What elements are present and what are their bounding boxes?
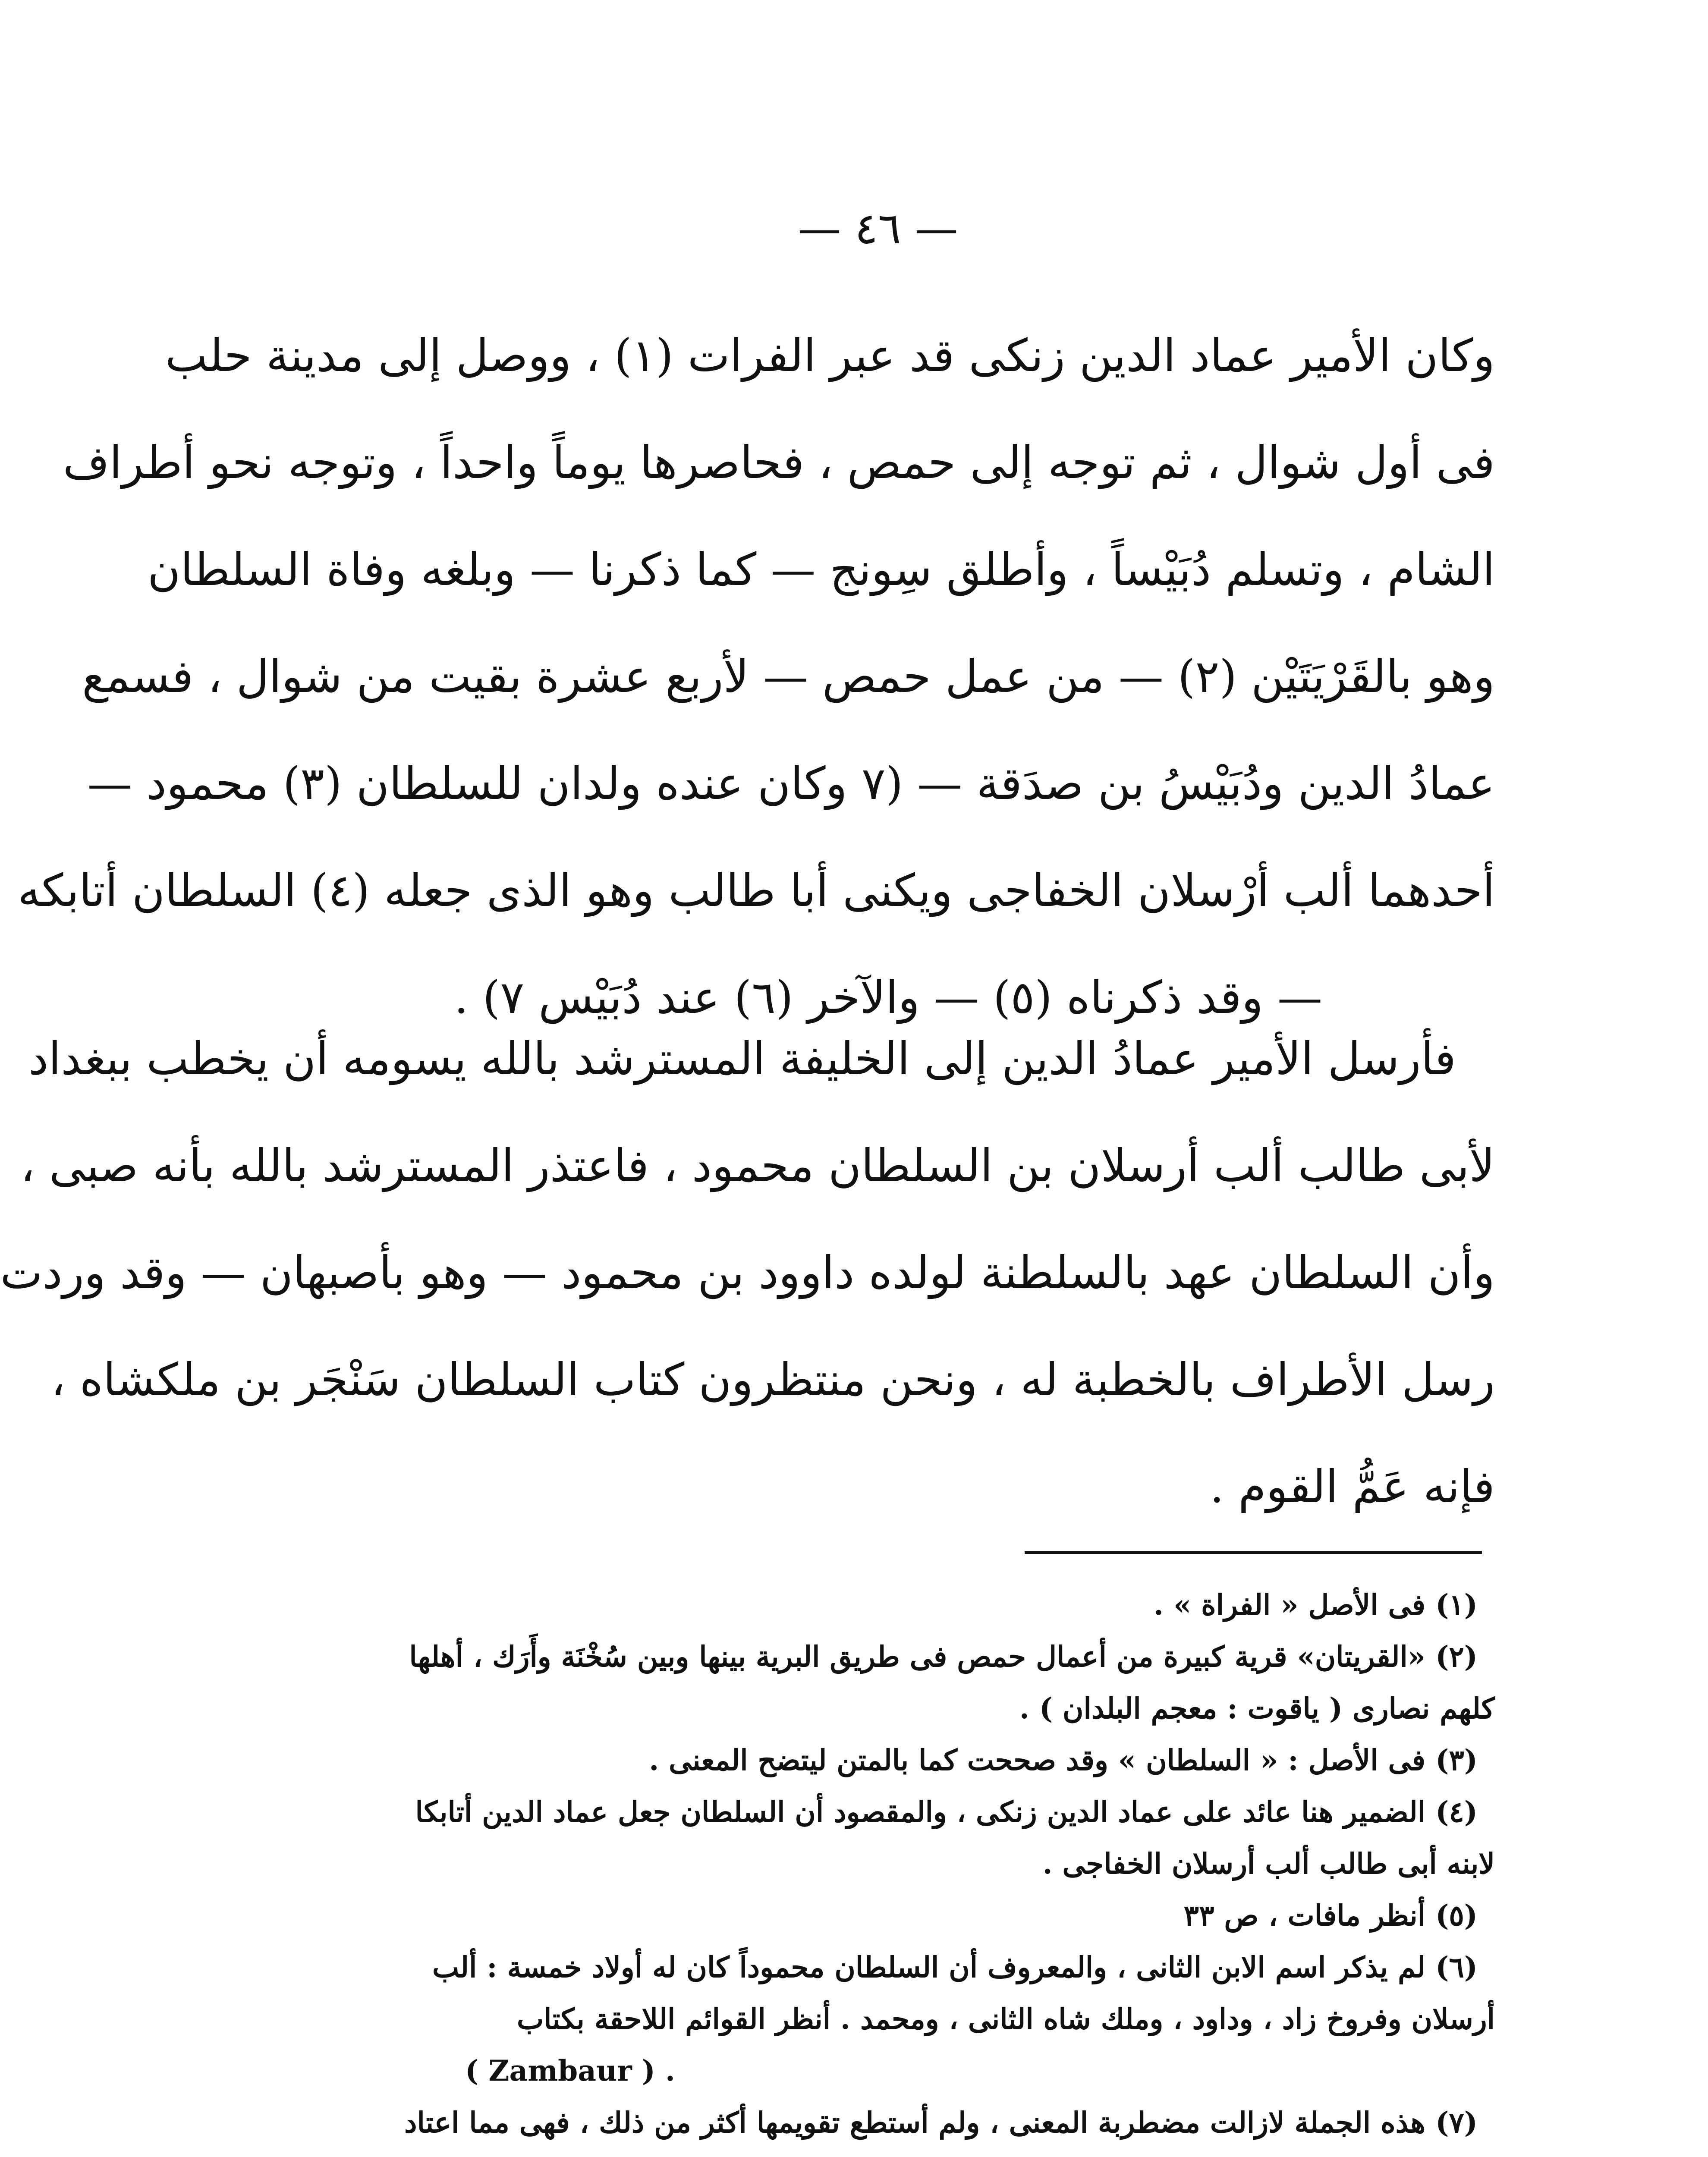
text-line: وكان الأمير عماد الدين زنكى قد عبر الفرات (١) ، ووصل إلى مدينة حلب [165, 329, 1495, 382]
text-line: رسل الأطراف بالخطبة له ، ونحن منتظرون كتاب السلطان سَنْجَر بن ملكشاه ، [51, 1353, 1495, 1406]
body-paragraph-1 [18, 302, 1495, 1051]
text-line: — وقد ذكرناه (٥) — والآخر (٦) عند دُبَيْس ٧) . [454, 971, 1322, 1024]
text-line: أحدهما ألب أرْسلان الخفاجى ويكنى أبا طالب وهو الذى جعله (٤) السلطان أتابكه [18, 864, 1495, 917]
body-paragraph-2 [0, 1005, 1495, 1540]
text-line: فإنه عَمُّ القوم . [1210, 1460, 1495, 1513]
footnote-2: (٢) «القريتان» قرية كبيرة من أعمال حمص فى طريق البرية بينها وبين سُخْنَة وأَرَك ، أهلها [409, 1640, 1478, 1673]
text-line: فى أول شوال ، ثم توجه إلى حمص ، فحاصرها يوماً واحداً ، وتوجه نحو أطراف [63, 436, 1495, 489]
text-line: الشام ، وتسلم دُبَيْساً ، وأطلق سِونج — كما ذكرنا — وبلغه وفاة السلطان [148, 543, 1495, 596]
page-number: — ٤٦ — [798, 203, 958, 254]
footnote-5: (٥) أنظر مافات ، ص ٣٣ [1183, 1899, 1478, 1932]
footnote-4-continuation: لابنه أبى طالب ألب أرسلان الخفاجى . [1042, 1847, 1495, 1880]
footnote-separator [1025, 1551, 1482, 1554]
footnote-3: (٣) فى الأصل : « السلطان » وقد صححت كما بالمتن ليتضح المعنى . [649, 1743, 1478, 1777]
text-line: عمادُ الدين ودُبَيْسُ بن صدَقة — (٧ وكان عنده ولدان للسلطان (٣) محمود — [87, 757, 1495, 810]
footnotes-section [287, 1579, 1495, 2157]
text-line: لأبى طالب ألب أرسلان بن السلطان محمود ، فاعتذر المسترشد بالله بأنه صبى ، [20, 1139, 1495, 1192]
footnote-6-continuation: أرسلان وفروخ زاد ، وداود ، وملك شاه الثانى ، ومحمد . أنظر القوائم اللاحقة بكتاب [516, 2002, 1495, 2036]
text-line: فأرسل الأمير عمادُ الدين إلى الخليفة المسترشد بالله يسومه أن يخطب ببغداد [28, 1032, 1456, 1085]
footnote-4: (٤) الضمير هنا عائد على عماد الدين زنكى ، والمقصود أن السلطان جعل عماد الدين أتابكا [415, 1795, 1478, 1829]
footnote-7: (٧) هذه الجملة لازالت مضطربة المعنى ، ولم أستطع تقويمها أكثر من ذلك ، فهى مما اعتاد [404, 2106, 1478, 2139]
footnote-1: (١) فى الأصل « الفراة » . [1154, 1588, 1478, 1622]
text-line: وأن السلطان عهد بالسلطنة لولده داوود بن محمود — وهو بأصبهان — وقد وردت [0, 1246, 1495, 1299]
footnote-6-continuation: . ( Zambaur ) [465, 2054, 675, 2088]
footnote-6: (٦) لم يذكر اسم الابن الثانى ، والمعروف أن السلطان محموداً كان له أولاد خمسة : ألب [432, 1950, 1478, 1984]
footnote-7-continuation [287, 2148, 1495, 2157]
text-line: وهو بالقَرْيَتَيْن (٢) — من عمل حمص — لأربع عشرة بقيت من شوال ، فسمع [82, 650, 1495, 703]
footnote-2-continuation: كلهم نصارى ( ياقوت : معجم البلدان ) . [1019, 1692, 1495, 1725]
